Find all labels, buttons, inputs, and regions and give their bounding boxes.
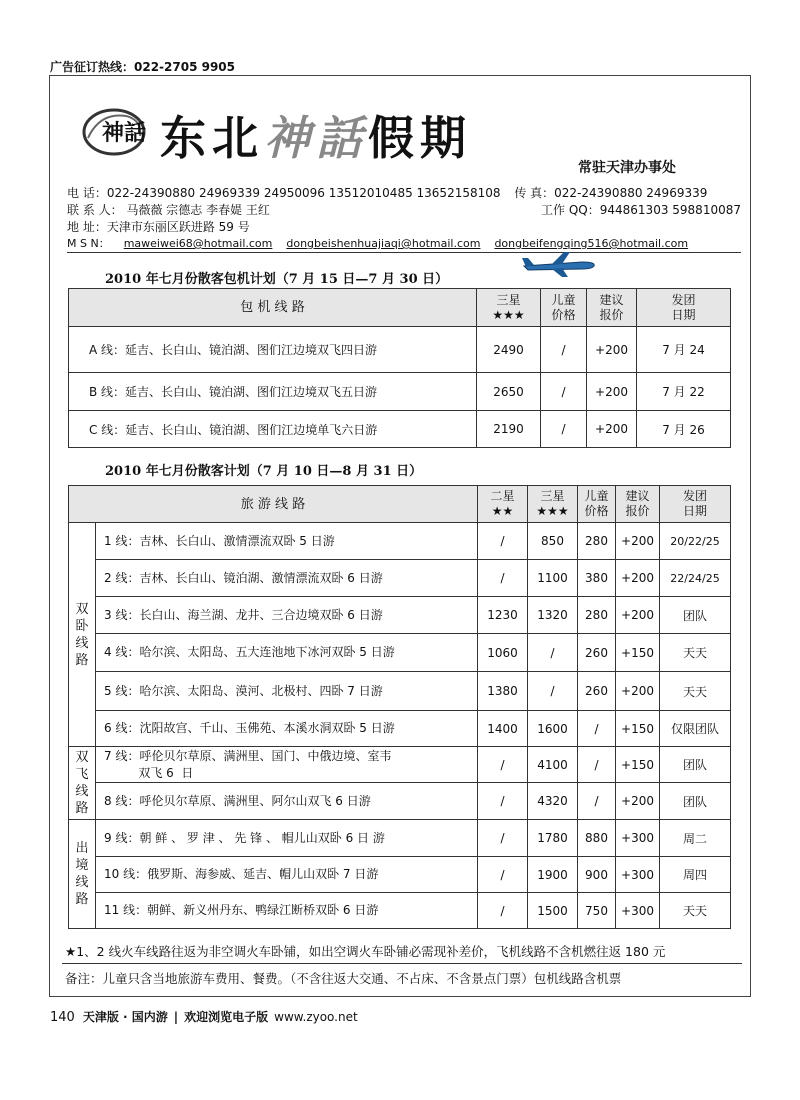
footer-separator: | [173, 1010, 179, 1024]
fax-numbers: 传 真：022-24390880 24969339 [514, 186, 708, 200]
date-cell: 团队 [660, 783, 731, 820]
brand-title [160, 102, 472, 168]
msn-email-2[interactable]: dongbeishenhuajiaqi@hotmail.com [286, 237, 481, 250]
suggested-price-cell: +150 [616, 711, 660, 747]
two-star-price-cell: 1230 [478, 597, 528, 634]
date-cell: 周二 [660, 820, 731, 857]
route-cell: 2 线：吉林、长白山、镜泊湖、激情漂流双卧 6 日游 [96, 560, 478, 597]
child-price-cell: 280 [578, 597, 616, 634]
suggested-price-cell: +300 [616, 820, 660, 857]
charter-col-suggested: 建议 报价 [587, 289, 637, 327]
group-col-date: 发团 日期 [660, 486, 731, 523]
date-cell: 团队 [660, 747, 731, 783]
phone-line [67, 184, 717, 201]
two-star-price-cell: / [478, 560, 528, 597]
contact-line [67, 201, 741, 218]
child-price-cell: / [541, 373, 587, 411]
three-star-price-cell: 1500 [528, 893, 578, 929]
title-part-a: 东北 [160, 111, 264, 165]
price-cell: 2490 [477, 327, 541, 373]
suggested-price-cell: +300 [616, 857, 660, 893]
charter-col-route: 包 机 线 路 [69, 289, 477, 327]
three-star-price-cell: 1780 [528, 820, 578, 857]
contact-persons: 联 系 人： 马薇薇 宗德志 李春媞 王红 [67, 203, 270, 217]
group-header-row [69, 486, 731, 523]
table-row [69, 523, 731, 560]
three-star-price-cell: 1900 [528, 857, 578, 893]
date-cell: 7 月 24 [637, 327, 731, 373]
title-part-b: 神話 [264, 111, 368, 165]
suggested-price-cell: +200 [616, 523, 660, 560]
date-cell: 仅限团队 [660, 711, 731, 747]
suggested-price-cell: +200 [587, 373, 637, 411]
charter-header-row [69, 289, 731, 327]
child-price-cell: / [541, 327, 587, 373]
group-col-three-star: 三星 ★★★ [528, 486, 578, 523]
route-cell: 9 线：朝 鲜 、 罗 津 、 先 锋 、 帽儿山双卧 6 日 游 [96, 820, 478, 857]
route-cell: 8 线：呼伦贝尔草原、满洲里、阿尔山双飞 6 日游 [96, 783, 478, 820]
child-price-cell: 260 [578, 634, 616, 672]
child-price-cell: 880 [578, 820, 616, 857]
page-number: 140 [50, 1010, 75, 1025]
brand-logo [80, 102, 152, 160]
section-label: 双 飞 线 路 [69, 747, 96, 820]
section-label: 出 境 线 路 [69, 820, 96, 929]
suggested-price-cell: +300 [616, 893, 660, 929]
airplane-icon [522, 250, 598, 278]
page-footer [50, 1008, 358, 1025]
charter-col-child: 儿童 价格 [541, 289, 587, 327]
child-price-cell: 900 [578, 857, 616, 893]
price-cell: 2190 [477, 411, 541, 448]
msn-email-3[interactable]: dongbeifengqing516@hotmail.com [494, 237, 689, 250]
date-cell: 团队 [660, 597, 731, 634]
date-cell: 天天 [660, 893, 731, 929]
route-cell: 11 线：朝鲜、新义州丹东、鸭绿江断桥双卧 6 日游 [96, 893, 478, 929]
three-star-price-cell: 850 [528, 523, 578, 560]
table-row [69, 857, 731, 893]
child-price-cell: 380 [578, 560, 616, 597]
suggested-price-cell: +200 [587, 411, 637, 448]
table-row [69, 672, 731, 711]
route-cell: B 线：延吉、长白山、镜泊湖、图们江边境双飞五日游 [69, 373, 477, 411]
two-star-price-cell: / [478, 747, 528, 783]
child-price-cell: / [578, 747, 616, 783]
note-children: 备注：儿童只含当地旅游车费用、餐费。（不含往返大交通、不占床、不含景点门票）包机线路含机票 [65, 971, 622, 986]
contact-divider [67, 252, 741, 253]
two-star-price-cell: 1380 [478, 672, 528, 711]
table-row [69, 634, 731, 672]
table-row [69, 373, 731, 411]
table-row [69, 783, 731, 820]
suggested-price-cell: +200 [616, 560, 660, 597]
price-cell: 2650 [477, 373, 541, 411]
charter-table [68, 288, 731, 448]
date-cell: 7 月 26 [637, 411, 731, 448]
route-cell: 5 线：哈尔滨、太阳岛、漠河、北极村、四卧 7 日游 [96, 672, 478, 711]
child-price-cell: / [578, 783, 616, 820]
three-star-price-cell: 4100 [528, 747, 578, 783]
two-star-price-cell: 1400 [478, 711, 528, 747]
suggested-price-cell: +200 [616, 672, 660, 711]
charter-col-three-star: 三星 ★★★ [477, 289, 541, 327]
address-line: 地 址：天津市东丽区跃进路 59 号 [67, 220, 250, 234]
note-divider [62, 963, 742, 964]
group-col-route: 旅 游 线 路 [69, 486, 478, 523]
table-row [69, 820, 731, 857]
date-cell: 7 月 22 [637, 373, 731, 411]
suggested-price-cell: +200 [616, 597, 660, 634]
route-cell: C 线：延吉、长白山、镜泊湖、图们江边境单飞六日游 [69, 411, 477, 448]
three-star-price-cell: 4320 [528, 783, 578, 820]
date-cell: 20/22/25 [660, 523, 731, 560]
work-qq: 工作 QQ：944861303 598810087 [541, 203, 741, 217]
suggested-price-cell: +150 [616, 634, 660, 672]
date-cell: 周四 [660, 857, 731, 893]
child-price-cell: 260 [578, 672, 616, 711]
ad-hotline: 广告征订热线：022-2705 9905 [50, 60, 236, 74]
route-cell: 1 线：吉林、长白山、激情漂流双卧 5 日游 [96, 523, 478, 560]
two-star-price-cell: / [478, 523, 528, 560]
msn-line [67, 235, 702, 251]
welcome-label: 欢迎浏览电子版 [184, 1010, 269, 1024]
suggested-price-cell: +200 [587, 327, 637, 373]
two-star-price-cell: / [478, 893, 528, 929]
two-star-price-cell: 1060 [478, 634, 528, 672]
route-cell: A 线：延吉、长白山、镜泊湖、图们江边境双飞四日游 [69, 327, 477, 373]
route-cell: 10 线：俄罗斯、海参威、延吉、帽儿山双卧 7 日游 [96, 857, 478, 893]
child-price-cell: / [578, 711, 616, 747]
edition-label: 天津版 · 国内游 [82, 1010, 168, 1024]
three-star-price-cell: / [528, 634, 578, 672]
child-price-cell: / [541, 411, 587, 448]
two-star-price-cell: / [478, 820, 528, 857]
route-cell: 3 线：长白山、海兰湖、龙井、三合边境双卧 6 日游 [96, 597, 478, 634]
charter-section-title: 2010 年七月份散客包机计划（7 月 15 日—7 月 30 日） [105, 272, 449, 287]
site-url[interactable]: www.zyoo.net [274, 1010, 358, 1024]
two-star-price-cell: / [478, 783, 528, 820]
table-row [69, 747, 731, 783]
group-col-suggested: 建议 报价 [616, 486, 660, 523]
route-cell: 7 线：呼伦贝尔草原、满洲里、国门、中俄边境、室韦 双飞 6 日 [96, 747, 478, 783]
group-col-two-star: 二星 ★★ [478, 486, 528, 523]
suggested-price-cell: +200 [616, 783, 660, 820]
msn-label: M S N： [67, 237, 110, 250]
route-cell: 6 线：沈阳故宫、千山、玉佛苑、本溪水洞双卧 5 日游 [96, 711, 478, 747]
three-star-price-cell: 1600 [528, 711, 578, 747]
table-row [69, 597, 731, 634]
date-cell: 22/24/25 [660, 560, 731, 597]
logo-text: 神話 [102, 120, 147, 146]
group-section-title: 2010 年七月份散客计划（7 月 10 日—8 月 31 日） [105, 464, 423, 479]
title-part-c: 假期 [368, 111, 472, 165]
table-row [69, 893, 731, 929]
office-label: 常驻天津办事处 [578, 160, 676, 176]
table-row [69, 560, 731, 597]
phone-numbers: 电 话：022-24390880 24969339 24950096 13512010485 13652158108 [67, 186, 501, 200]
msn-email-1[interactable]: maweiwei68@hotmail.com [123, 237, 273, 250]
date-cell: 天天 [660, 672, 731, 711]
note-trains: ★1、2 线火车线路往返为非空调火车卧铺，如出空调火车卧铺必需现补差价，飞机线路不含机燃往返 180 元 [65, 944, 666, 959]
section-label: 双 卧 线 路 [69, 523, 96, 747]
child-price-cell: 280 [578, 523, 616, 560]
charter-col-date: 发团 日期 [637, 289, 731, 327]
group-col-child: 儿童 价格 [578, 486, 616, 523]
suggested-price-cell: +150 [616, 747, 660, 783]
table-row [69, 411, 731, 448]
table-row [69, 711, 731, 747]
table-row [69, 327, 731, 373]
child-price-cell: 750 [578, 893, 616, 929]
route-cell: 4 线：哈尔滨、太阳岛、五大连池地下冰河双卧 5 日游 [96, 634, 478, 672]
three-star-price-cell: / [528, 672, 578, 711]
two-star-price-cell: / [478, 857, 528, 893]
three-star-price-cell: 1320 [528, 597, 578, 634]
date-cell: 天天 [660, 634, 731, 672]
group-table [68, 485, 731, 929]
three-star-price-cell: 1100 [528, 560, 578, 597]
